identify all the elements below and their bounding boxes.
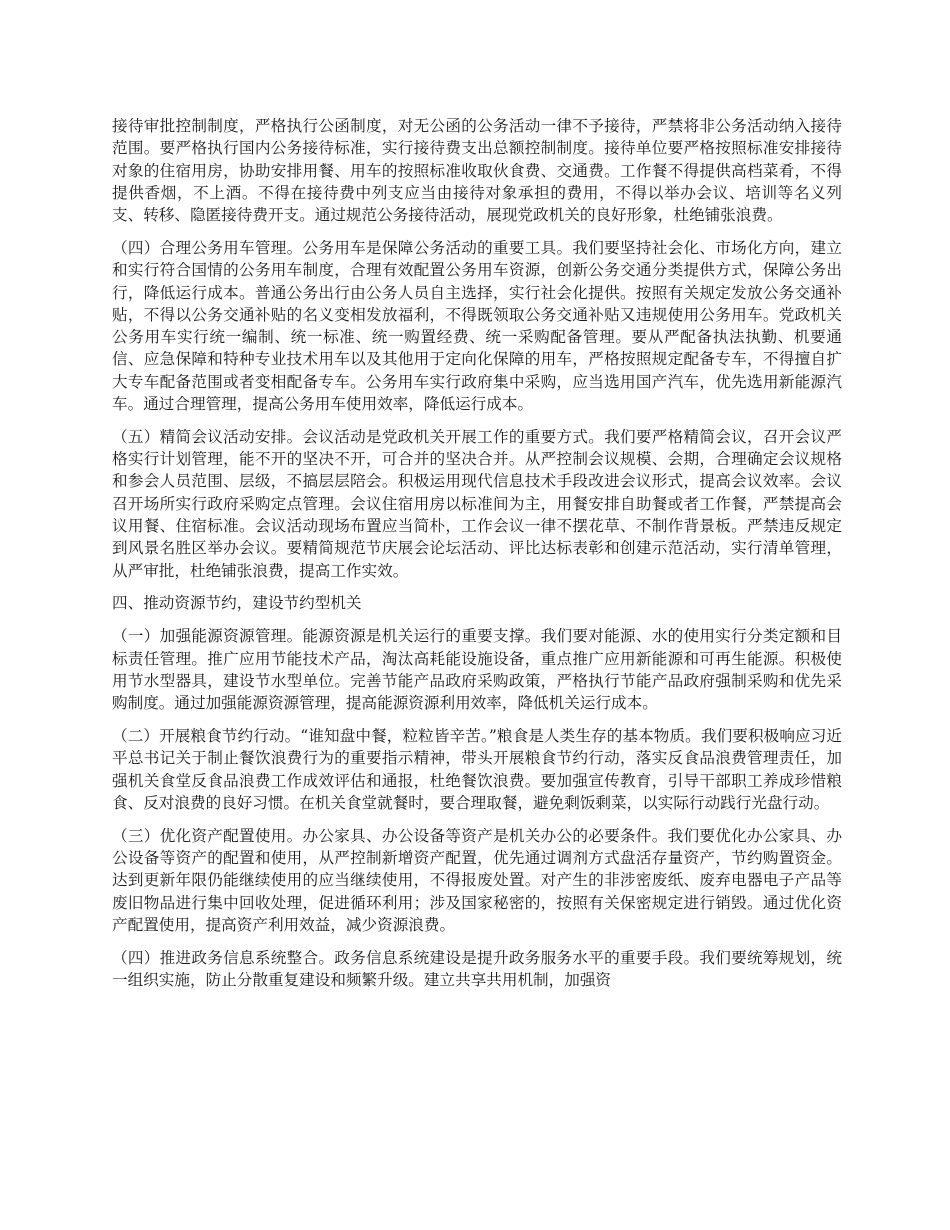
paragraph-official-vehicles: （四）合理公务用车管理。公务用车是保障公务活动的重要工具。我们要坚持社会化、市场化方向，建立和实行符合国情的公务用车制度，合理有效配置公务用车资源，创新公务交通分类提供方式，保障公务出行，降低运行成本。普通公务出行由公务人员自主选择，实行社会化提供。按照有关规定发放公务交通补贴，不得以公务交通补贴的名义变相发放福利，不得既领取公务交通补贴又违规使用公务用车。党政机关公务用车实行统一编制、统一标准、统一购置经费、统一采购配备管理。要从严配备执法执勤、机要通信、应急保障和特种专业技术用车以及其他用于定向化保障的用车，严格按照规定配备专车，不得擅自扩大专车配备范围或者变相配备专车。公务用车实行政府集中采购，应当选用国产汽车，优先选用新能源汽车。通过合理管理，提高公务用车使用效率，降低运行成本。	[112, 238, 842, 414]
paragraph-food-saving: （二）开展粮食节约行动。“谁知盘中餐，粒粒皆辛苦。”粮食是人类生存的基本物质。我们要积极响应习近平总书记关于制止餐饮浪费行为的重要指示精神，带头开展粮食节约行动，落实反食品浪费管理责任，加强机关食堂反食品浪费工作成效评估和通报，杜绝餐饮浪费。要加强宣传教育，引导干部职工养成珍惜粮食、反对浪费的良好习惯。在机关食堂就餐时，要合理取餐，避免剩饭剩菜，以实际行动践行光盘行动。	[112, 726, 842, 812]
paragraph-info-system-integration: （四）推进政务信息系统整合。政务信息系统建设是提升政务服务水平的重要手段。我们要统筹规划，统一组织实施，防止分散重复建设和频繁升级。建立共享共用机制，加强资	[112, 948, 842, 989]
paragraph-reception-control: 接待审批控制制度，严格执行公函制度，对无公函的公务活动一律不予接待，严禁将非公务活动纳入接待范围。要严格执行国内公务接待标准，实行接待费支出总额控制制度。接待单位要严格按照标准安排接待对象的住宿用房，协助安排用餐、用车的按照标准收取伙食费、交通费。工作餐不得提供高档菜肴，不得提供香烟，不上酒。不得在接待费中列支应当由接待对象承担的费用，不得以举办会议、培训等名义列支、转移、隐匿接待费开支。通过规范公务接待活动，展现党政机关的良好形象，杜绝铺张浪费。	[112, 117, 842, 225]
document-body	[112, 115, 842, 1002]
paragraph-asset-allocation: （三）优化资产配置使用。办公家具、办公设备等资产是机关办公的必要条件。我们要优化办公家具、办公设备等资产的配置和使用，从严控制新增资产配置，优先通过调剂方式盘活存量资产，节约购置资金。达到更新年限仍能继续使用的应当继续使用，不得报废处置。对产生的非涉密废纸、废弃电器电子产品等废旧物品进行集中回收处理，促进循环利用；涉及国家秘密的，按照有关保密规定进行销毁。通过优化资产配置使用，提高资产利用效益，减少资源浪费。	[112, 826, 842, 934]
paragraph-meeting-activities: （五）精简会议活动安排。会议活动是党政机关开展工作的重要方式。我们要严格精简会议，召开会议严格实行计划管理，能不开的坚决不开，可合并的坚决合并。从严控制会议规模、会期，合理确定会议规格和参会人员范围、层级，不搞层层陪会。积极运用现代信息技术手段改进会议形式，提高会议效率。会议召开场所实行政府采购定点管理。会议住宿用房以标准间为主，用餐安排自助餐或者工作餐，严禁提高会议用餐、住宿标准。会议活动现场布置应当简朴，工作会议一律不摆花草、不制作背景板。严禁违反规定到风景名胜区举办会议。要精简规范节庆展会论坛活动、评比达标表彰和创建示范活动，实行清单管理，从严审批，杜绝铺张浪费，提高工作实效。	[112, 427, 842, 580]
paragraph-energy-management: （一）加强能源资源管理。能源资源是机关运行的重要支撑。我们要对能源、水的使用实行分类定额和目标责任管理。推广应用节能技术产品，淘汰高耗能设施设备，重点推广应用新能源和可再生能源。积极使用节水型器具，建设节水型单位。完善节能产品政府采购政策，严格执行节能产品政府强制采购和优先采购制度。通过加强能源资源管理，提高能源资源利用效率，降低机关运行成本。	[112, 627, 842, 713]
section-heading-resource-saving: 四、推动资源节约，建设节约型机关	[112, 594, 362, 613]
